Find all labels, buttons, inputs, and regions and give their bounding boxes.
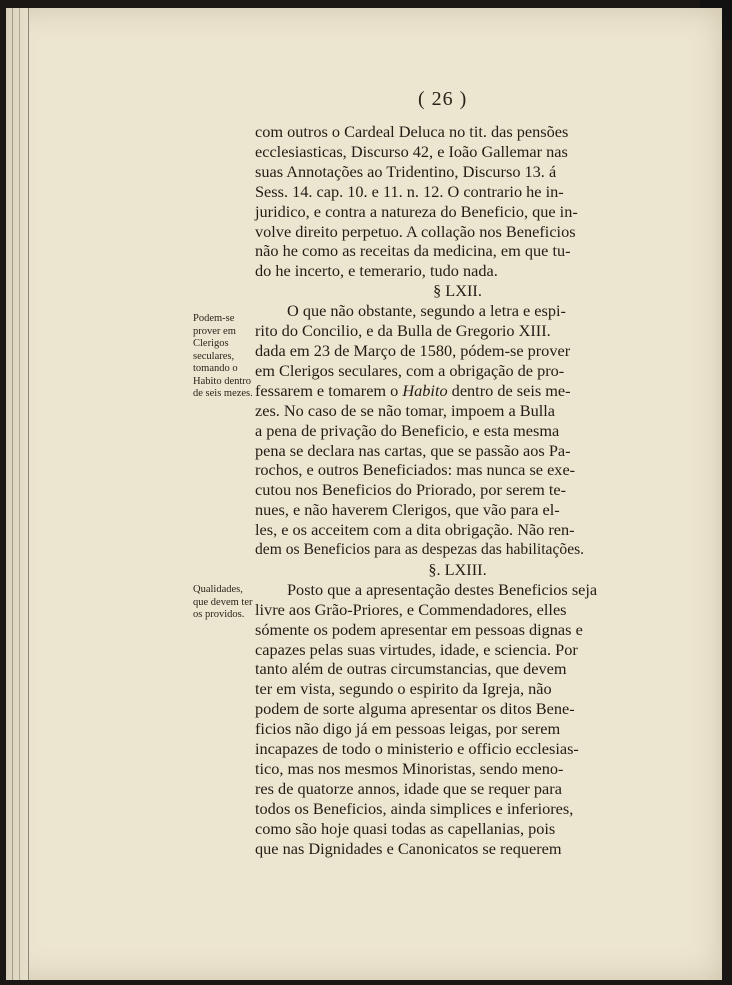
text-line: nues, e não haverem Clerigos, que vão para el- [255, 500, 560, 520]
text-line: sómente os podem apresentar em pessoas dignas e [255, 619, 583, 639]
text-line: com outros o Cardeal Deluca no tit. das pensões [255, 122, 569, 141]
marginal-note-2: Qualidades, que devem ter os providos. [193, 584, 253, 620]
text-line: ter em vista, segundo o espirito da Igreja, não [255, 679, 552, 699]
text-line: volve direito perpetuo. A collação nos Beneficios [255, 221, 576, 241]
section-heading: §. LXIII. [428, 559, 487, 579]
text-line: como são hoje quasi todas as capellanias, pois [255, 818, 556, 838]
body-text [255, 122, 660, 859]
text-line: incapazes de todo o ministerio e officio ecclesias- [255, 739, 579, 759]
text-line: O que não obstante, segundo a letra e espi- [287, 301, 566, 321]
text-line: tico, mas nos mesmos Minoristas, sendo meno- [255, 759, 564, 778]
italic-word: Habito [402, 380, 448, 400]
text-line: fessarem e tomarem o Habito dentro de seis me- [255, 380, 571, 400]
text-line: todos os Beneficios, ainda simplices e inferiores, [255, 798, 574, 818]
text-line: les, e os acceitem com a dita obrigação. Não ren- [255, 520, 575, 540]
text-line: res de quatorze annos, idade que se requer para [255, 778, 562, 798]
text-line: pena se declara nas cartas, que se passão aos Pa- [255, 440, 571, 460]
text-line: a pena de privação do Beneficio, e esta mesma [255, 420, 560, 440]
text-line: rito do Concilio, e da Bulla de Gregorio XIII. [255, 321, 551, 341]
text-line: Sess. 14. cap. 10. e 11. n. 12. O contrario he in- [255, 181, 564, 201]
text-line: do he incerto, e temerario, tudo nada. [255, 261, 498, 281]
text-line: zes. No caso de se não tomar, impoem a Bulla [255, 400, 556, 420]
text-line: capazes pelas suas virtudes, idade, e sciencia. Por [255, 639, 578, 659]
text-line: tanto além de outras circumstancias, que devem [255, 659, 567, 679]
text-line: dem os Beneficios para as despezas das habilitações. [255, 541, 585, 559]
section-heading: § LXII. [433, 281, 482, 301]
text-line: rochos, e outros Beneficiados: mas nunca se exe- [255, 460, 576, 480]
text-line: suas Annotações ao Tridentino, Discurso 13. á [255, 161, 557, 181]
text-line: não he como as receitas da medicina, em que tu- [255, 241, 571, 261]
text-line: ecclesiasticas, Discurso 42, e Ioão Gallemar nas [255, 141, 568, 161]
text-line: podem de sorte alguma apresentar os ditos Bene- [255, 699, 575, 719]
text-line: em Clerigos seculares, com a obrigação de pro- [255, 360, 565, 380]
text-line: juridico, e contra a natureza do Beneficio, que in- [255, 201, 578, 221]
text-line: Posto que a apresentação destes Beneficios seja [287, 579, 598, 599]
text-line: que nas Dignidades e Canonicatos se requerem [255, 838, 562, 858]
text-line: dada em 23 de Março de 1580, pódem-se prover [255, 340, 571, 360]
text-line: ficios não digo já em pessoas leigas, por serem [255, 719, 561, 739]
page-edges [6, 8, 29, 980]
text-line: cutou nos Beneficios do Priorado, por serem te- [255, 480, 567, 500]
marginal-note-1: Podem-se prover em Clerigos seculares, tomando o Habito dentro de seis mezes. [193, 313, 253, 399]
text-line: livre aos Grão-Priores, e Commendadores, elles [255, 599, 567, 619]
page-number: ( 26 ) [418, 88, 468, 110]
